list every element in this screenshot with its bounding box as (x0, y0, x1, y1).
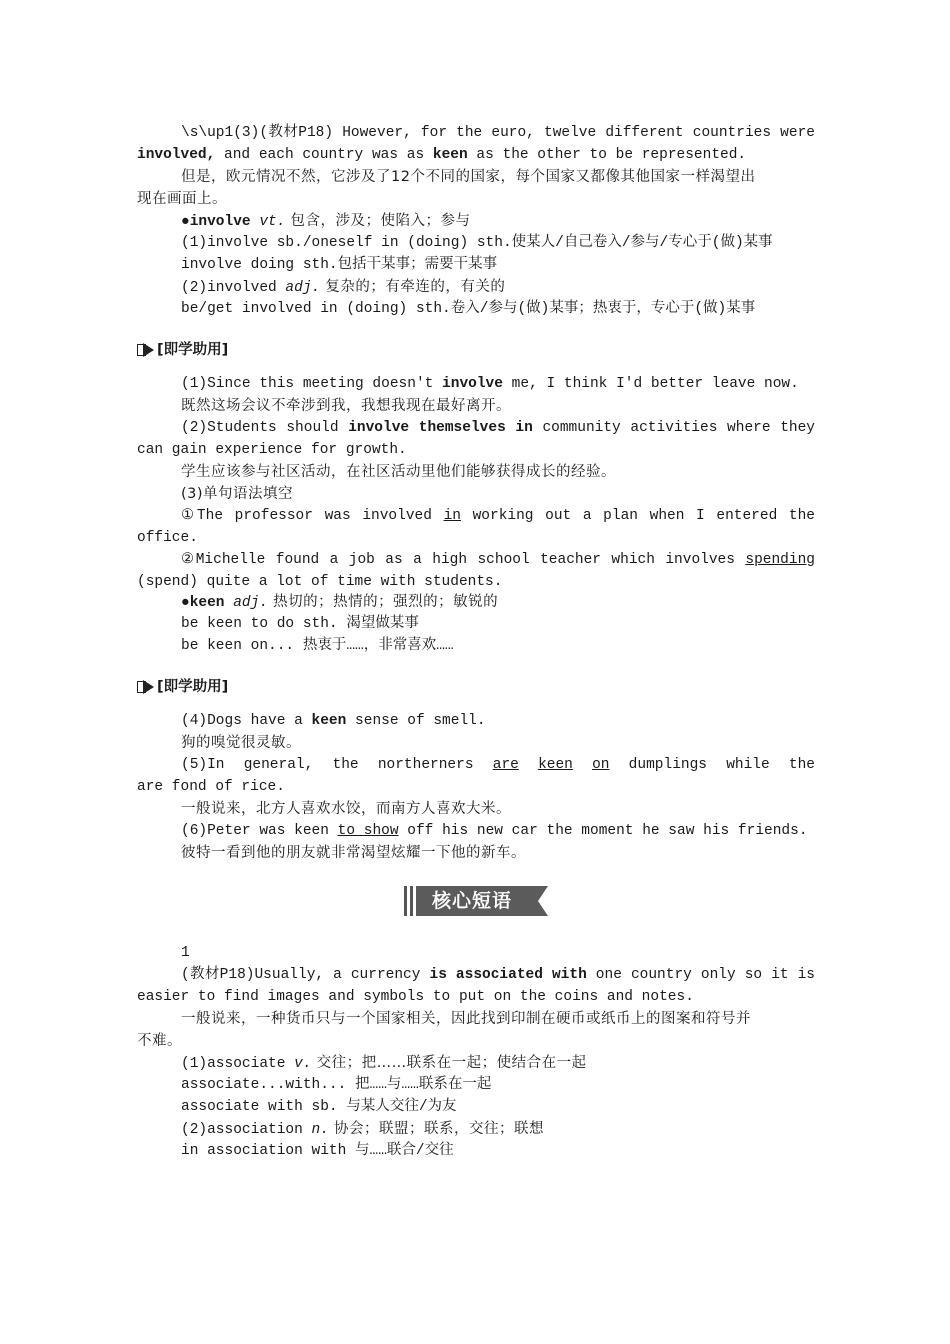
text-span: ②Michelle found a job as a high school teacher which involves (181, 552, 746, 568)
definition: 复杂的；有牵连的，有关的 (320, 279, 506, 295)
part-of-speech: vt. (259, 214, 286, 230)
example-line (181, 710, 815, 732)
example-line: are fond of rice. (137, 779, 285, 795)
text-span: working out a plan when I entered the (460, 508, 815, 524)
text-span: community activities where they (532, 420, 815, 436)
part-of-speech: n. (311, 1122, 329, 1138)
keyword: involve themselves in (348, 420, 533, 436)
exercise-line: (spend) quite a lot of time with students. (137, 574, 503, 590)
answer-blank: are (492, 757, 519, 773)
section-banner (400, 884, 550, 918)
banner-title: 核心短语 (431, 890, 512, 912)
keyword: is associated with (429, 967, 587, 983)
answer-blank: on (592, 757, 610, 773)
text-line (181, 964, 815, 986)
translation-line: 但是，欧元情况不然，它涉及了12个不同的国家，每个国家又都像其他国家一样渴望出 (181, 169, 756, 185)
translation-line: 彼特一看到他的朋友就非常渴望炫耀一下他的新车。 (181, 845, 526, 861)
exercise-heading: (3)单句语法填空 (181, 486, 294, 502)
text-line: (1)involve sb./oneself in (doing) sth.使某人/自己卷入/参与/专心于(做)某事 (181, 235, 773, 251)
answer-blank: in (443, 508, 461, 524)
text-span: (4)Dogs have a (181, 713, 312, 729)
exercise-line: office. (137, 530, 198, 546)
definition: 热切的；热情的；强烈的；敏锐的 (268, 594, 499, 610)
part-of-speech: v. (294, 1056, 312, 1072)
text-line: \s\up1(3)(教材P18) However, for the euro, twelve different countries were (181, 125, 815, 141)
example-line (181, 820, 815, 842)
text-line: be/get involved in (doing) sth.卷入/参与(做)某事；热衷于，专心于(做)某事 (181, 301, 756, 317)
translation-line: 一般说来，一种货币只与一个国家相关，因此找到印制在硬币或纸币上的图案和符号并 (181, 1011, 751, 1027)
text-line: involve doing sth.包括干某事；需要干某事 (181, 257, 498, 273)
keyword: involve (442, 376, 503, 392)
translation-line: 狗的嗅觉很灵敏。 (181, 735, 301, 751)
section-label-text: [即学助用] (157, 342, 229, 358)
text-span: (2)involved (181, 280, 286, 296)
translation-line: 一般说来，北方人喜欢水饺，而南方人喜欢大米。 (181, 801, 511, 817)
item-number: 1 (181, 945, 190, 961)
keyword: keen (432, 147, 468, 163)
text-span: (5)In general, the northerners (181, 757, 493, 773)
answer-blank: keen (538, 757, 573, 773)
vocab-entry (181, 210, 815, 232)
part-of-speech: adj. (233, 595, 269, 611)
text-line (181, 276, 815, 298)
headword: (1)associate (181, 1056, 295, 1072)
definition: 交往；把……联系在一起；使结合在一起 (311, 1055, 587, 1071)
exercise-line (181, 505, 815, 527)
text-span: me, I think I'd better leave now. (502, 376, 799, 392)
section-label (137, 339, 228, 361)
text-span: (6)Peter was keen (181, 823, 338, 839)
text-span: (1)Since this meeting doesn't (181, 376, 443, 392)
text-span: (2)Students should (181, 420, 349, 436)
example-line (181, 373, 815, 395)
translation-line: 不难。 (137, 1033, 182, 1049)
translation-line: 现在画面上。 (137, 191, 227, 207)
play-icon (137, 680, 155, 694)
translation-line: 既然这场会议不牵涉到我，我想我现在最好离开。 (181, 398, 511, 414)
text-line: be keen to do sth. 渴望做某事 (181, 616, 419, 632)
vocab-entry (181, 1118, 815, 1140)
definition: 协会；联盟；联系，交往；联想 (328, 1121, 545, 1137)
exercise-line (181, 549, 815, 571)
text-line (137, 144, 815, 166)
text-line: associate...with... 把……与……联系在一起 (181, 1077, 492, 1093)
text-line: easier to find images and symbols to put on the coins and notes. (137, 989, 694, 1005)
text-span: as the other to be represented. (467, 147, 747, 163)
answer-blank: to show (337, 823, 399, 839)
section-label-text: [即学助用] (157, 679, 229, 695)
keyword: involved, (137, 147, 216, 163)
headword: ●keen (181, 595, 234, 611)
text-span: off his new car the moment he saw his friends. (398, 823, 808, 839)
text-span: and each country was as (215, 147, 433, 163)
text-span: (教材P18)Usually, a currency (181, 967, 430, 983)
text-span: ①The professor was involved (181, 508, 444, 524)
definition: 包含，涉及；使陷入；参与 (285, 213, 471, 229)
text-span: sense of smell. (346, 713, 486, 729)
example-line: can gain experience for growth. (137, 442, 407, 458)
translation-line: 学生应该参与社区活动，在社区活动里他们能够获得成长的经验。 (181, 464, 616, 480)
headword: (2)association (181, 1122, 312, 1138)
vocab-entry (181, 1052, 815, 1074)
part-of-speech: adj. (285, 280, 321, 296)
example-line (181, 417, 815, 439)
keyword: keen (311, 713, 347, 729)
example-line (181, 754, 815, 776)
headword: ●involve (181, 214, 260, 230)
vocab-entry (181, 591, 815, 613)
text-line: in association with 与……联合/交往 (181, 1143, 454, 1159)
play-icon (137, 343, 155, 357)
text-line: associate with sb. 与某人交往/为友 (181, 1099, 457, 1115)
section-label (137, 676, 228, 698)
text-line: be keen on... 热衷于……，非常喜欢…… (181, 638, 454, 654)
answer-blank: spending (745, 552, 815, 568)
text-span: dumplings while the (628, 757, 815, 773)
text-span: one country only so it is (586, 967, 815, 983)
